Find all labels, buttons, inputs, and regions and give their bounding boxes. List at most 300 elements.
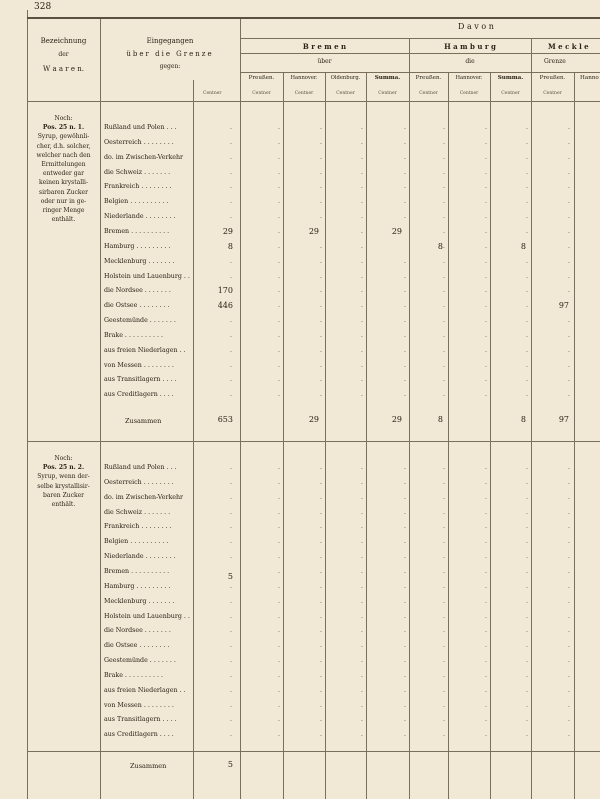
empty-cell-dot: . bbox=[320, 242, 322, 250]
section1-line: keinen krystalli- bbox=[38, 179, 89, 187]
empty-cell-dot: . bbox=[485, 567, 487, 575]
empty-cell-dot: . bbox=[443, 538, 445, 546]
row-label: die Schweiz . . . . . . . bbox=[104, 508, 171, 516]
empty-cell-dot: . bbox=[320, 183, 322, 191]
empty-cell-dot: . bbox=[568, 317, 570, 325]
section1-line: Ermittelungen bbox=[41, 161, 86, 169]
section2-line: enthält. bbox=[51, 501, 76, 509]
value-bremen-summa: 29 bbox=[391, 227, 402, 236]
empty-cell-dot: . bbox=[526, 317, 528, 325]
empty-cell-dot: . bbox=[230, 642, 232, 650]
empty-cell-dot: . bbox=[485, 478, 487, 486]
empty-cell-dot: . bbox=[404, 391, 406, 399]
empty-cell-dot: . bbox=[230, 168, 232, 176]
empty-cell-dot: . bbox=[526, 124, 528, 131]
empty-cell-dot: . bbox=[404, 361, 406, 369]
unit-label: Centner bbox=[501, 91, 520, 96]
empty-cell-dot: . bbox=[485, 227, 487, 235]
empty-cell-dot: . bbox=[404, 716, 406, 724]
empty-cell-dot: . bbox=[526, 361, 528, 369]
empty-cell-dot: . bbox=[404, 686, 406, 694]
empty-cell-dot: . bbox=[443, 302, 445, 310]
empty-cell-dot: . bbox=[404, 287, 406, 295]
empty-cell-dot: . bbox=[361, 317, 363, 325]
empty-cell-dot: . bbox=[404, 183, 406, 191]
empty-cell-dot: . bbox=[526, 183, 528, 191]
section1-line: cher, d.h. solcher, bbox=[36, 142, 91, 150]
empty-cell-dot: . bbox=[443, 464, 445, 471]
empty-cell-dot: . bbox=[568, 213, 570, 221]
empty-cell-dot: . bbox=[526, 508, 528, 516]
empty-cell-dot: . bbox=[404, 493, 406, 501]
empty-cell-dot: . bbox=[361, 686, 363, 694]
empty-cell-dot: . bbox=[443, 612, 445, 620]
empty-cell-dot: . bbox=[320, 597, 322, 605]
empty-cell-dot: . bbox=[443, 153, 445, 161]
empty-cell-dot: . bbox=[230, 138, 232, 146]
empty-cell-dot: . bbox=[404, 138, 406, 146]
empty-cell-dot: . bbox=[404, 331, 406, 339]
row-label: Belgien . . . . . . . . . . bbox=[104, 198, 169, 206]
section1-line: Syrup, gewöhnli- bbox=[37, 133, 90, 141]
empty-cell-dot: . bbox=[443, 553, 445, 561]
empty-cell-dot: . bbox=[568, 183, 570, 191]
empty-cell-dot: . bbox=[404, 478, 406, 486]
empty-cell-dot: . bbox=[320, 302, 322, 310]
row-label: Rußland und Polen . . . bbox=[104, 124, 177, 131]
empty-cell-dot: . bbox=[526, 272, 528, 280]
empty-cell-dot: . bbox=[230, 391, 232, 399]
grid-line bbox=[325, 72, 326, 799]
empty-cell-dot: . bbox=[361, 464, 363, 471]
empty-cell-dot: . bbox=[361, 124, 363, 131]
empty-cell-dot: . bbox=[485, 331, 487, 339]
empty-cell-dot: . bbox=[485, 346, 487, 354]
empty-cell-dot: . bbox=[278, 302, 280, 310]
empty-cell-dot: . bbox=[278, 523, 280, 531]
row-label: die Nordsee . . . . . . . bbox=[104, 287, 171, 295]
zusammen-label: Zusammen bbox=[125, 417, 162, 425]
empty-cell-dot: . bbox=[278, 124, 280, 131]
empty-cell-dot: . bbox=[568, 671, 570, 679]
empty-cell-dot: . bbox=[443, 242, 445, 250]
empty-cell-dot: . bbox=[526, 478, 528, 486]
row-label: die Ostsee . . . . . . . . bbox=[104, 302, 170, 310]
section-rule bbox=[27, 441, 600, 442]
row-label: die Schweiz . . . . . . . bbox=[104, 168, 171, 176]
sub-preussen-3: Preußen. bbox=[539, 75, 566, 81]
empty-cell-dot: . bbox=[443, 331, 445, 339]
empty-cell-dot: . bbox=[443, 317, 445, 325]
empty-cell-dot: . bbox=[485, 553, 487, 561]
header-bottom-rule bbox=[27, 101, 600, 102]
empty-cell-dot: . bbox=[443, 701, 445, 709]
empty-cell-dot: . bbox=[485, 376, 487, 384]
empty-cell-dot: . bbox=[230, 657, 232, 665]
unit-label: Centner bbox=[203, 91, 222, 96]
table-top-rule bbox=[27, 17, 600, 19]
empty-cell-dot: . bbox=[278, 138, 280, 146]
value-hamburg-preussen: 8 bbox=[437, 242, 443, 251]
empty-cell-dot: . bbox=[526, 716, 528, 724]
row-label: von Messen . . . . . . . . bbox=[104, 701, 174, 709]
empty-cell-dot: . bbox=[278, 701, 280, 709]
empty-cell-dot: . bbox=[278, 464, 280, 471]
row-label: Mecklenburg . . . . . . . bbox=[104, 597, 175, 605]
grid-line bbox=[283, 72, 284, 799]
empty-cell-dot: . bbox=[485, 508, 487, 516]
row-label: do. im Zwischen-Verkehr bbox=[104, 493, 184, 501]
empty-cell-dot: . bbox=[278, 582, 280, 590]
empty-cell-dot: . bbox=[443, 671, 445, 679]
section2-line: Syrup, wenn der- bbox=[37, 473, 90, 481]
header-bezeichnung: Bezeichnung bbox=[40, 37, 87, 45]
empty-cell-dot: . bbox=[568, 391, 570, 399]
empty-cell-dot: . bbox=[485, 198, 487, 206]
empty-cell-dot: . bbox=[526, 302, 528, 310]
empty-cell-dot: . bbox=[526, 582, 528, 590]
empty-cell-dot: . bbox=[568, 716, 570, 724]
value-ostsee-total: 446 bbox=[217, 301, 233, 310]
empty-cell-dot: . bbox=[230, 376, 232, 384]
empty-cell-dot: . bbox=[230, 331, 232, 339]
empty-cell-dot: . bbox=[230, 627, 232, 635]
grid-line bbox=[490, 72, 491, 799]
empty-cell-dot: . bbox=[278, 257, 280, 265]
empty-cell-dot: . bbox=[404, 257, 406, 265]
empty-cell-dot: . bbox=[568, 642, 570, 650]
empty-cell-dot: . bbox=[404, 538, 406, 546]
empty-cell-dot: . bbox=[404, 272, 406, 280]
empty-cell-dot: . bbox=[320, 686, 322, 694]
empty-cell-dot: . bbox=[230, 124, 232, 131]
sub-cut: Hanno bbox=[580, 75, 599, 81]
empty-cell-dot: . bbox=[568, 538, 570, 546]
empty-cell-dot: . bbox=[361, 376, 363, 384]
empty-cell-dot: . bbox=[278, 478, 280, 486]
sub-preussen-2: Preußen. bbox=[415, 75, 442, 81]
empty-cell-dot: . bbox=[485, 582, 487, 590]
section2-line: selbe krystallisir- bbox=[37, 482, 90, 490]
empty-cell-dot: . bbox=[320, 716, 322, 724]
empty-cell-dot: . bbox=[404, 627, 406, 635]
empty-cell-dot: . bbox=[443, 227, 445, 235]
empty-cell-dot: . bbox=[404, 553, 406, 561]
empty-cell-dot: . bbox=[526, 731, 528, 739]
empty-cell-dot: . bbox=[361, 538, 363, 546]
empty-cell-dot: . bbox=[568, 701, 570, 709]
zusammen-label: Zusammen bbox=[130, 762, 167, 770]
row-label: Belgien . . . . . . . . . . bbox=[104, 538, 169, 546]
empty-cell-dot: . bbox=[404, 153, 406, 161]
empty-cell-dot: . bbox=[485, 597, 487, 605]
unit-label: Centner bbox=[294, 91, 314, 96]
empty-cell-dot: . bbox=[230, 464, 232, 471]
grid-line bbox=[240, 18, 241, 799]
row-label: Bremen . . . . . . . . . . bbox=[104, 567, 170, 575]
empty-cell-dot: . bbox=[485, 213, 487, 221]
empty-cell-dot: . bbox=[568, 331, 570, 339]
empty-cell-dot: . bbox=[485, 464, 487, 471]
empty-cell-dot: . bbox=[485, 731, 487, 739]
header-ueber-die-grenze: über die Grenze bbox=[126, 50, 214, 58]
row-label: die Nordsee . . . . . . . bbox=[104, 627, 171, 635]
empty-cell-dot: . bbox=[404, 376, 406, 384]
empty-cell-dot: . bbox=[443, 523, 445, 531]
row-label: aus freien Niederlagen . . bbox=[104, 686, 186, 694]
row-label: Mecklenburg . . . . . . . bbox=[104, 257, 175, 265]
empty-cell-dot: . bbox=[278, 272, 280, 280]
empty-cell-dot: . bbox=[361, 671, 363, 679]
empty-cell-dot: . bbox=[526, 257, 528, 265]
row-label: Hamburg . . . . . . . . . bbox=[104, 242, 171, 250]
empty-cell-dot: . bbox=[485, 686, 487, 694]
section2-noch: Noch: bbox=[54, 455, 73, 462]
section-rule bbox=[27, 751, 600, 752]
empty-cell-dot: . bbox=[278, 671, 280, 679]
empty-cell-dot: . bbox=[361, 153, 363, 161]
empty-cell-dot: . bbox=[443, 567, 445, 575]
empty-cell-dot: . bbox=[568, 582, 570, 590]
empty-cell-dot: . bbox=[230, 671, 232, 679]
empty-cell-dot: . bbox=[568, 478, 570, 486]
row-label: aus Creditlagern . . . . bbox=[104, 391, 174, 399]
empty-cell-dot: . bbox=[568, 287, 570, 295]
section1-line: oder nur in ge- bbox=[40, 197, 87, 205]
empty-cell-dot: . bbox=[526, 138, 528, 146]
header-mecklenburg: M e c k l e bbox=[548, 42, 589, 51]
empty-cell-dot: . bbox=[568, 627, 570, 635]
empty-cell-dot: . bbox=[230, 272, 232, 280]
value-ostsee-meckl: 97 bbox=[558, 301, 569, 310]
header-eingegangen: Eingegangen bbox=[146, 37, 194, 45]
empty-cell-dot: . bbox=[361, 493, 363, 501]
empty-cell-dot: . bbox=[568, 567, 570, 575]
header-rule bbox=[240, 38, 600, 39]
empty-cell-dot: . bbox=[320, 391, 322, 399]
value-bremen-via-hannover: 29 bbox=[308, 227, 319, 236]
empty-cell-dot: . bbox=[361, 168, 363, 176]
empty-cell-dot: . bbox=[526, 657, 528, 665]
empty-cell-dot: . bbox=[568, 198, 570, 206]
empty-cell-dot: . bbox=[404, 124, 406, 131]
grid-line bbox=[100, 18, 101, 799]
empty-cell-dot: . bbox=[278, 657, 280, 665]
empty-cell-dot: . bbox=[230, 701, 232, 709]
empty-cell-dot: . bbox=[485, 257, 487, 265]
empty-cell-dot: . bbox=[404, 671, 406, 679]
empty-cell-dot: . bbox=[320, 168, 322, 176]
empty-cell-dot: . bbox=[404, 198, 406, 206]
empty-cell-dot: . bbox=[278, 198, 280, 206]
empty-cell-dot: . bbox=[526, 523, 528, 531]
empty-cell-dot: . bbox=[361, 731, 363, 739]
empty-cell-dot: . bbox=[404, 523, 406, 531]
empty-cell-dot: . bbox=[526, 198, 528, 206]
row-label: aus Transitlagern . . . . bbox=[104, 376, 177, 384]
empty-cell-dot: . bbox=[230, 361, 232, 369]
row-label: Niederlande . . . . . . . . bbox=[104, 213, 176, 221]
row-label: Brake . . . . . . . . . . bbox=[104, 671, 163, 679]
empty-cell-dot: . bbox=[443, 376, 445, 384]
unit-label: Centner bbox=[419, 91, 438, 96]
value-s2-bremen-total: 5 bbox=[227, 572, 233, 581]
empty-cell-dot: . bbox=[230, 538, 232, 546]
empty-cell-dot: . bbox=[361, 287, 363, 295]
empty-cell-dot: . bbox=[278, 213, 280, 221]
empty-cell-dot: . bbox=[526, 671, 528, 679]
empty-cell-dot: . bbox=[568, 523, 570, 531]
empty-cell-dot: . bbox=[568, 242, 570, 250]
empty-cell-dot: . bbox=[568, 361, 570, 369]
empty-cell-dot: . bbox=[278, 686, 280, 694]
empty-cell-dot: . bbox=[278, 553, 280, 561]
row-label: die Ostsee . . . . . . . . bbox=[104, 642, 170, 650]
empty-cell-dot: . bbox=[320, 478, 322, 486]
empty-cell-dot: . bbox=[443, 508, 445, 516]
empty-cell-dot: . bbox=[361, 508, 363, 516]
empty-cell-dot: . bbox=[526, 331, 528, 339]
header-waaren: W a a r e n. bbox=[43, 65, 84, 73]
empty-cell-dot: . bbox=[361, 213, 363, 221]
empty-cell-dot: . bbox=[278, 642, 280, 650]
empty-cell-dot: . bbox=[320, 346, 322, 354]
empty-cell-dot: . bbox=[320, 493, 322, 501]
header-rule bbox=[240, 72, 600, 73]
sub-hannover: Hannover. bbox=[290, 75, 318, 81]
section1-line: entweder gar bbox=[43, 170, 84, 178]
unit-label: Centner bbox=[378, 91, 397, 96]
empty-cell-dot: . bbox=[404, 597, 406, 605]
header-der: der bbox=[58, 51, 69, 58]
empty-cell-dot: . bbox=[361, 642, 363, 650]
empty-cell-dot: . bbox=[485, 361, 487, 369]
header-grenze: Grenze bbox=[544, 58, 566, 65]
unit-label: Centner bbox=[543, 91, 562, 96]
sub-preussen: Preußen. bbox=[248, 75, 275, 81]
empty-cell-dot: . bbox=[320, 198, 322, 206]
empty-cell-dot: . bbox=[320, 213, 322, 221]
empty-cell-dot: . bbox=[230, 731, 232, 739]
empty-cell-dot: . bbox=[230, 582, 232, 590]
empty-cell-dot: . bbox=[526, 346, 528, 354]
empty-cell-dot: . bbox=[568, 346, 570, 354]
section2-pos: Pos. 25 n. 2. bbox=[42, 464, 85, 472]
sub-oldenburg: Oldenburg. bbox=[330, 75, 361, 81]
empty-cell-dot: . bbox=[443, 287, 445, 295]
empty-cell-dot: . bbox=[320, 257, 322, 265]
row-label: aus Transitlagern . . . . bbox=[104, 716, 177, 724]
header-die: die bbox=[465, 58, 475, 65]
empty-cell-dot: . bbox=[278, 317, 280, 325]
value-nordsee-total: 170 bbox=[217, 286, 233, 295]
empty-cell-dot: . bbox=[404, 464, 406, 471]
empty-cell-dot: . bbox=[485, 153, 487, 161]
empty-cell-dot: . bbox=[404, 642, 406, 650]
header-gegen: gegen: bbox=[159, 63, 181, 70]
empty-cell-dot: . bbox=[526, 287, 528, 295]
section1-pos: Pos. 25 n. 1. bbox=[42, 124, 85, 132]
section2-description bbox=[28, 454, 99, 509]
empty-cell-dot: . bbox=[485, 183, 487, 191]
empty-cell-dot: . bbox=[568, 493, 570, 501]
empty-cell-dot: . bbox=[361, 361, 363, 369]
empty-cell-dot: . bbox=[485, 657, 487, 665]
empty-cell-dot: . bbox=[230, 686, 232, 694]
empty-cell-dot: . bbox=[278, 627, 280, 635]
empty-cell-dot: . bbox=[278, 493, 280, 501]
row-label: Hamburg . . . . . . . . . bbox=[104, 582, 171, 590]
value-s2-sum-total: 5 bbox=[227, 760, 233, 769]
empty-cell-dot: . bbox=[568, 272, 570, 280]
empty-cell-dot: . bbox=[230, 153, 232, 161]
empty-cell-dot: . bbox=[485, 302, 487, 310]
empty-cell-dot: . bbox=[361, 198, 363, 206]
empty-cell-dot: . bbox=[443, 198, 445, 206]
empty-cell-dot: . bbox=[526, 627, 528, 635]
row-label: Geestemünde . . . . . . . bbox=[104, 657, 176, 665]
empty-cell-dot: . bbox=[485, 716, 487, 724]
empty-cell-dot: . bbox=[361, 716, 363, 724]
unit-label: Centner bbox=[336, 91, 355, 96]
empty-cell-dot: . bbox=[361, 242, 363, 250]
empty-cell-dot: . bbox=[443, 346, 445, 354]
empty-cell-dot: . bbox=[526, 153, 528, 161]
empty-cell-dot: . bbox=[320, 642, 322, 650]
empty-cell-dot: . bbox=[404, 168, 406, 176]
empty-cell-dot: . bbox=[568, 376, 570, 384]
empty-cell-dot: . bbox=[320, 567, 322, 575]
unit-label: Centner bbox=[252, 91, 271, 96]
value-bremen-total: 29 bbox=[222, 227, 233, 236]
empty-cell-dot: . bbox=[485, 317, 487, 325]
empty-cell-dot: . bbox=[361, 612, 363, 620]
header-ueber: über bbox=[317, 58, 332, 65]
empty-cell-dot: . bbox=[278, 346, 280, 354]
empty-cell-dot: . bbox=[526, 701, 528, 709]
empty-cell-dot: . bbox=[443, 124, 445, 131]
empty-cell-dot: . bbox=[320, 138, 322, 146]
row-label: do. im Zwischen-Verkehr bbox=[104, 153, 184, 161]
section1-line: welcher nach den bbox=[36, 151, 91, 159]
empty-cell-dot: . bbox=[443, 183, 445, 191]
empty-cell-dot: . bbox=[443, 478, 445, 486]
empty-cell-dot: . bbox=[278, 538, 280, 546]
empty-cell-dot: . bbox=[526, 168, 528, 176]
empty-cell-dot: . bbox=[485, 642, 487, 650]
empty-cell-dot: . bbox=[361, 553, 363, 561]
empty-cell-dot: . bbox=[526, 391, 528, 399]
section1-line: sirbaren Zucker bbox=[39, 188, 88, 196]
empty-cell-dot: . bbox=[568, 138, 570, 146]
unit-label: Centner bbox=[459, 91, 479, 96]
empty-cell-dot: . bbox=[230, 612, 232, 620]
empty-cell-dot: . bbox=[278, 183, 280, 191]
row-label: Frankreich . . . . . . . . bbox=[104, 183, 172, 191]
empty-cell-dot: . bbox=[404, 567, 406, 575]
empty-cell-dot: . bbox=[443, 716, 445, 724]
empty-cell-dot: . bbox=[443, 168, 445, 176]
empty-cell-dot: . bbox=[278, 153, 280, 161]
row-label: Holstein und Lauenburg . . bbox=[104, 612, 190, 620]
empty-cell-dot: . bbox=[485, 138, 487, 146]
empty-cell-dot: . bbox=[361, 227, 363, 235]
empty-cell-dot: . bbox=[443, 391, 445, 399]
empty-cell-dot: . bbox=[361, 701, 363, 709]
empty-cell-dot: . bbox=[278, 597, 280, 605]
empty-cell-dot: . bbox=[361, 657, 363, 665]
empty-cell-dot: . bbox=[568, 686, 570, 694]
